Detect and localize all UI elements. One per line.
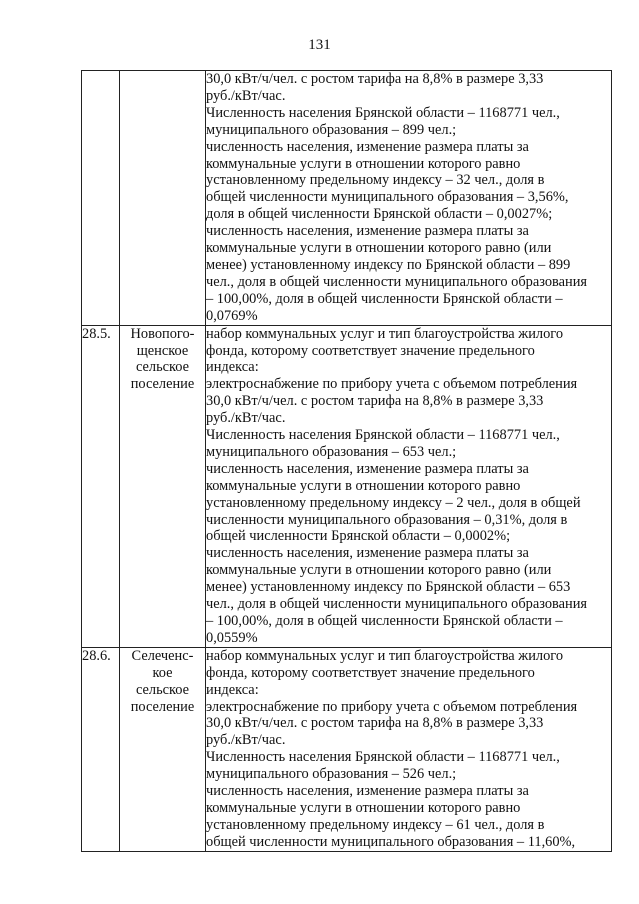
- settlement-name-line: щенское: [136, 342, 189, 359]
- content-line: численности муниципального образования – 0,31%, доля в: [206, 511, 568, 528]
- content-line: 30,0 кВт/ч/чел. с ростом тарифа на 8,8% в размере 3,33: [206, 393, 544, 410]
- content-line: Численность населения Брянской области – 1168771 чел.,: [206, 749, 560, 766]
- content-line: руб./кВт/час.: [206, 732, 286, 749]
- document-table: [81, 70, 612, 852]
- content-line: доля в общей численности Брянской области – 0,0027%;: [206, 206, 553, 223]
- content-line: коммунальные услуги в отношении которого равно: [206, 477, 521, 494]
- content-line: численность населения, изменение размера платы за: [206, 138, 529, 155]
- content-line: индекса:: [206, 359, 259, 376]
- content-line: чел., доля в общей численности муниципального образования: [206, 596, 588, 613]
- content-line: коммунальные услуги в отношении которого равно: [206, 155, 521, 172]
- content-line: – 100,00%, доля в общей численности Брянской области –: [206, 613, 563, 629]
- content-line: муниципального образования – 899 чел.;: [206, 121, 457, 138]
- settlement-name-line: сельское: [135, 359, 190, 376]
- content-line: установленному предельному индексу – 61 чел., доля в: [206, 816, 545, 833]
- content-line: численность населения, изменение размера платы за: [206, 460, 529, 477]
- row-content-cell: [206, 71, 612, 326]
- row-number-cell: 28.5.: [82, 325, 120, 647]
- content-line: фонда, которому соответствует значение предельного: [206, 342, 535, 359]
- settlement-name-line: сельское: [135, 681, 190, 698]
- content-line: муниципального образования – 526 чел.;: [206, 766, 457, 783]
- content-line: численность населения, изменение размера платы за: [206, 545, 529, 562]
- table-row: [82, 325, 612, 647]
- content-line: муниципального образования – 653 чел.;: [206, 443, 457, 460]
- content-line: фонда, которому соответствует значение предельного: [206, 664, 535, 681]
- settlement-name-line: Селеченс-: [131, 647, 194, 664]
- content-line: набор коммунальных услуг и тип благоустройства жилого: [206, 325, 564, 342]
- content-line: численность населения, изменение размера платы за: [206, 223, 529, 240]
- content-line: руб./кВт/час.: [206, 87, 286, 104]
- row-number-cell: 28.6.: [82, 647, 120, 851]
- settlement-name-line: кое: [152, 664, 173, 681]
- content-line: электроснабжение по прибору учета с объемом потребления: [206, 698, 578, 715]
- content-line: электроснабжение по прибору учета с объемом потребления: [206, 376, 578, 393]
- content-line: – 100,00%, доля в общей численности Брянской области –: [206, 290, 563, 307]
- content-line: руб./кВт/час.: [206, 410, 286, 427]
- content-line: менее) установленному индексу по Брянской области – 653: [206, 579, 571, 596]
- content-line: коммунальные услуги в отношении которого равно (или: [206, 240, 552, 257]
- content-line: общей численности муниципального образования – 11,60%,: [206, 833, 576, 850]
- table-row: [82, 71, 612, 326]
- content-line: 30,0 кВт/ч/чел. с ростом тарифа на 8,8% в размере 3,33: [206, 71, 544, 87]
- content-line: Численность населения Брянской области – 1168771 чел.,: [206, 104, 560, 121]
- content-line: 0,0559%: [206, 629, 258, 646]
- settlement-name-line: Новопого-: [130, 325, 195, 342]
- content-line: 30,0 кВт/ч/чел. с ростом тарифа на 8,8% в размере 3,33: [206, 715, 544, 732]
- content-line: установленному предельному индексу – 32 чел., доля в: [206, 172, 545, 189]
- content-line: индекса:: [206, 681, 259, 698]
- content-line: установленному предельному индексу – 2 чел., доля в общей: [206, 494, 581, 511]
- content-line: коммунальные услуги в отношении которого равно (или: [206, 562, 552, 579]
- content-line: численность населения, изменение размера платы за: [206, 783, 529, 800]
- page-number: 131: [308, 37, 331, 53]
- content-line: 0,0769%: [206, 307, 258, 324]
- settlement-name-cell: [120, 325, 206, 647]
- settlement-name-cell: [120, 71, 206, 326]
- content-line: набор коммунальных услуг и тип благоустройства жилого: [206, 647, 564, 664]
- content-line: Численность населения Брянской области – 1168771 чел.,: [206, 427, 560, 444]
- settlement-name-line: поселение: [130, 698, 195, 715]
- content-line: общей численности Брянской области – 0,0002%;: [206, 528, 511, 545]
- row-content-cell: [206, 647, 612, 851]
- settlement-name-line: поселение: [130, 376, 195, 393]
- content-line: менее) установленному индексу по Брянской области – 899: [206, 256, 571, 273]
- row-content-cell: [206, 325, 612, 647]
- table-row: [82, 647, 612, 851]
- content-line: коммунальные услуги в отношении которого равно: [206, 799, 521, 816]
- content-line: общей численности муниципального образования – 3,56%,: [206, 189, 569, 206]
- content-line: чел., доля в общей численности муниципального образования: [206, 273, 588, 290]
- settlement-name-cell: [120, 647, 206, 851]
- row-number-cell: [82, 71, 120, 326]
